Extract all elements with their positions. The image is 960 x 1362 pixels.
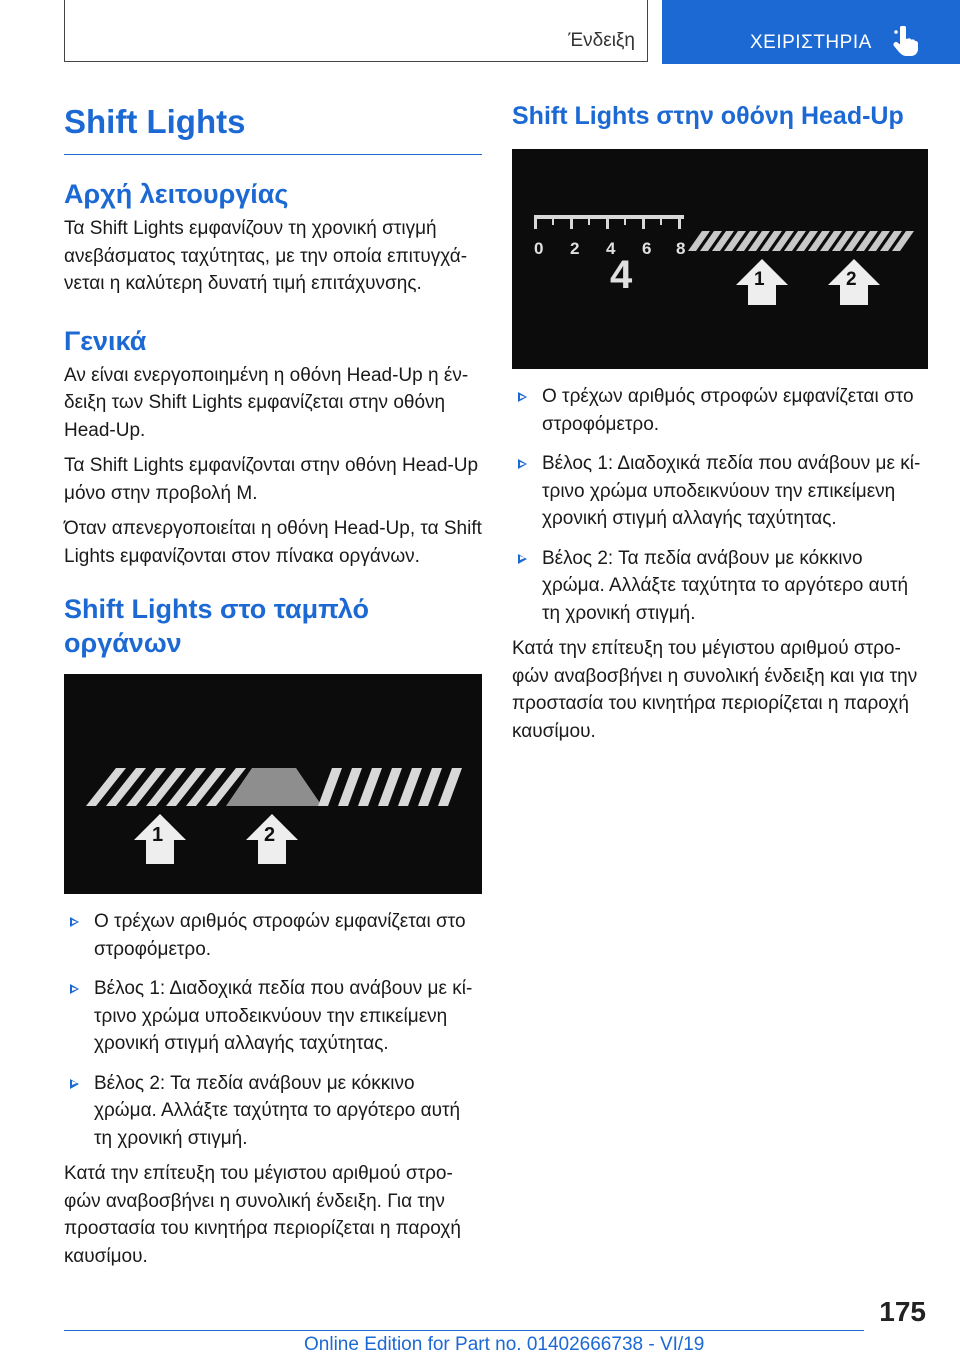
header-section-box [64,0,648,62]
paragraph-general-2: Τα Shift Lights εμφανίζονται στην οθόνη Head-Up μόνο στην προβολή M. [64,455,479,504]
list-item: Βέλος 1: Διαδοχικά πεδία που ανάβουν με κίτρινο χρώμα υποδεικνύουν την επικείμενη χρονική στιγμή αλλαγής ταχύτητας. [512,450,928,533]
rpm-scale-4: 4 [606,239,616,258]
paragraph-hud-end: Κατά την επίτευξη του μέγιστου αριθμού στροφών αναβοσβήνει η συνολική ένδειξη και για την προστασία του κινητήρα περιορίζεται η παροχή καυσίμου. [512,638,918,742]
figure-label-2: 2 [264,824,276,846]
edition-note: Online Edition for Part no. 01402666738 - VI/19 [304,1334,705,1355]
paragraph-dashboard-end: Κατά την επίτευξη του μέγιστου αριθμού στροφών αναβοσβήνει η συνολική ένδειξη. Για την προστασία του κινητήρα περιορίζεται η παροχή καυσίμου. [64,1163,461,1267]
list-item: Ο τρέχων αριθμός στροφών εμφανίζεται στο στροφόμετρο. [64,908,482,963]
left-column [64,100,482,1270]
heading-principle: Αρχή λειτουργίας [64,179,289,209]
heading-general: Γενικά [64,325,147,356]
paragraph-principle: Τα Shift Lights εμφανίζουν τη χρονική στιγμή ανεβάσματος ταχύτητας, με την οποία επιτυγχάνεται η καλύτερη δυνατή τιμή επιτάχυνσης. [64,218,468,294]
rpm-scale-2: 2 [570,239,580,258]
bullet-triangle-icon [518,554,527,564]
list-item: Βέλος 2: Τα πεδία ανάβουν με κόκκινο χρώμα. Αλλάξτε ταχύτητα το αργότερο αυτή τη χρονική στιγμή. [64,1070,482,1153]
figure-label-1: 1 [152,824,164,846]
bullet-list-dashboard [64,908,482,1152]
bullet-triangle-icon [518,459,527,469]
rpm-scale-6: 6 [642,239,652,258]
bullet-list-hud [512,383,928,627]
figure-label-2: 2 [846,269,857,290]
heading-hud: Shift Lights στην οθόνη Head-Up [512,102,904,130]
list-item: Ο τρέχων αριθμός στροφών εμφανίζεται στο στροφόμετρο. [512,383,928,438]
header-section-label: Ένδειξη [568,30,635,51]
paragraph-general-3: Όταν απενεργοποιείται η οθόνη Head-Up, τα Shift Lights εμφανίζονται στον πίνακα οργάνων. [64,518,482,567]
page-title: Shift Lights [64,100,482,155]
bullet-triangle-icon [70,984,79,994]
bullet-triangle-icon [70,1079,79,1089]
list-item: Βέλος 1: Διαδοχικά πεδία που ανάβουν με κίτρινο χρώμα υποδεικνύουν την επικείμενη χρονική στιγμή αλλαγής ταχύτητας. [64,975,482,1058]
heading-dashboard: Shift Lights στο ταμπλό οργάνων [64,594,370,658]
right-column [512,100,928,745]
footer-divider [64,1330,864,1331]
rpm-scale-8: 8 [676,239,686,258]
list-item: Βέλος 2: Τα πεδία ανάβουν με κόκκινο χρώμα. Αλλάξτε ταχύτητα το αργότερο αυτή τη χρονική στιγμή. [512,545,928,628]
bullet-triangle-icon [70,917,79,927]
hand-pointer-icon [892,26,920,56]
shift-lights-bar [64,674,482,894]
figure-dashboard-shift-lights [64,674,482,894]
gear-indicator: 4 [610,253,633,297]
figure-label-1: 1 [754,269,765,290]
hud-shift-display [512,149,928,369]
paragraph-general-1: Αν είναι ενεργοποιημένη η οθόνη Head-Up η ένδειξη των Shift Lights εμφανίζεται στην οθόνη Head-Up. [64,364,469,441]
bullet-triangle-icon [518,392,527,402]
rpm-scale-0: 0 [534,239,544,258]
figure-hud-shift-lights [512,149,928,369]
page-number: 175 [879,1296,926,1327]
header-chapter-label: ΧΕΙΡΙΣΤΗΡΙΑ [750,32,872,53]
